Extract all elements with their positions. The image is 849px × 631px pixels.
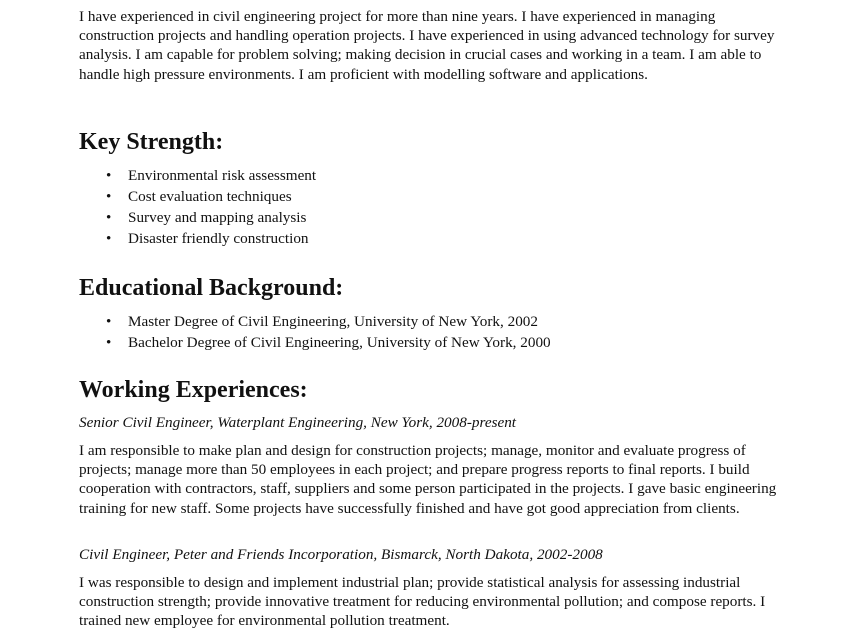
education-list <box>79 311 551 353</box>
bullet-icon: • <box>106 313 112 330</box>
job-description: I was responsible to design and implement industrial plan; provide statistical analysis for assessing industrial construction strength; provide innovative treatment for reducing environmental pollution; and compose reports. I trained new employee for environmental pollution treatment. <box>79 574 766 630</box>
job-title: Senior Civil Engineer, Waterplant Engineering, New York, 2008-present <box>79 414 517 431</box>
bullet-icon: • <box>106 188 112 205</box>
bullet-icon: • <box>106 209 112 226</box>
bullet-icon: • <box>106 167 112 184</box>
list-item: • Environmental risk assessment <box>106 167 317 184</box>
job-title: Civil Engineer, Peter and Friends Incorporation, Bismarck, North Dakota, 2002-2008 <box>79 546 603 563</box>
list-item: • Disaster friendly construction <box>106 230 309 247</box>
list-item: • Master Degree of Civil Engineering, University of New York, 2002 <box>106 313 538 330</box>
job-description: I am responsible to make plan and design for construction projects; manage, monitor and evaluate progress of projects; manage more than 50 employees in each project; and prepare progress reports to final reports. I build cooperation with contractors, staff, suppliers and some person participated in the projects. I gave basic engineering training for new staff. Some projects have successfully finished and have got good appreciation from clients. <box>79 442 777 517</box>
list-item: • Cost evaluation techniques <box>106 188 292 205</box>
list-item: • Survey and mapping analysis <box>106 209 307 226</box>
education-heading: Educational Background: <box>79 275 344 301</box>
intro-paragraph: I have experienced in civil engineering project for more than nine years. I have experienced in managing construction projects and handling operation projects. I have experienced in using advanced technology for survey analysis. I am capable for problem solving; making decision in crucial cases and working in a team. I am able to handle high pressure environments. I am proficient with modelling software and applications. <box>79 8 775 83</box>
key-strength-heading: Key Strength: <box>79 129 224 155</box>
experience-heading: Working Experiences: <box>79 377 308 403</box>
key-strength-list <box>79 165 316 249</box>
list-item: • Bachelor Degree of Civil Engineering, University of New York, 2000 <box>106 334 551 351</box>
bullet-icon: • <box>106 230 112 247</box>
bullet-icon: • <box>106 334 112 351</box>
